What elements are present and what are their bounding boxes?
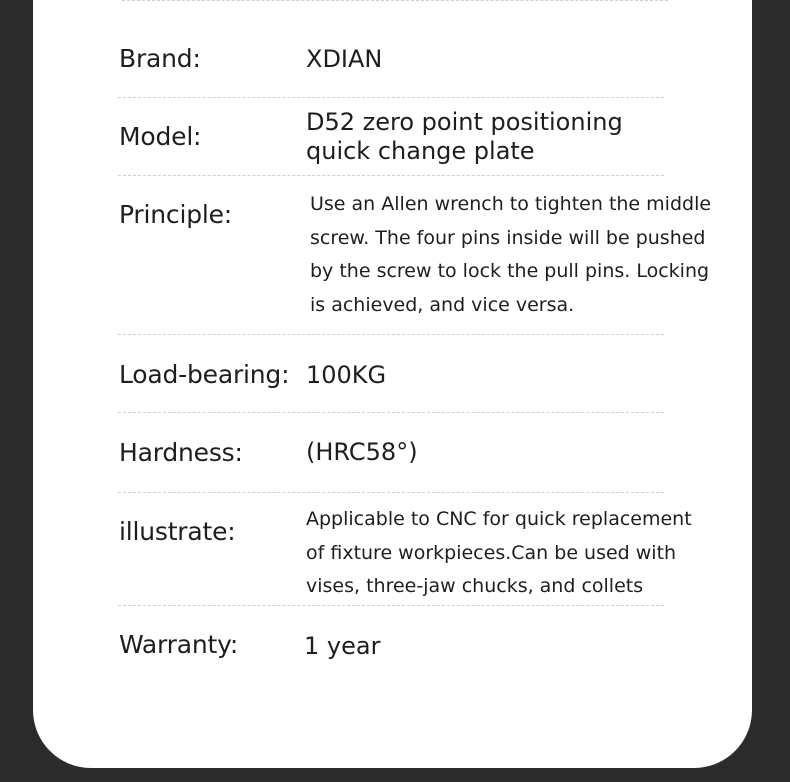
spec-value-brand: XDIAN [306,45,383,73]
spec-value-model: D52 zero point positioning quick change plate [306,108,623,165]
divider [118,492,664,493]
spec-label-load-bearing: Load-bearing: [119,360,290,389]
divider [118,412,664,413]
spec-label-hardness: Hardness: [119,438,243,467]
spec-value-illustrate: Applicable to CNC for quick replacement of fixture workpieces.Can be used with vises, three-jaw chucks, and collets [306,508,692,597]
spec-label-warranty: Warranty: [119,630,239,659]
divider [118,175,664,176]
divider [118,334,664,335]
spec-value-principle: Use an Allen wrench to tighten the middle screw. The four pins inside will be pushed by the screw to lock the pull pins. Locking is achieved, and vice versa. [310,193,712,316]
spec-label-model: Model: [119,122,202,151]
divider [118,605,664,606]
divider [118,97,664,98]
spec-value-hardness: (HRC58°) [306,438,418,466]
spec-value-load-bearing: 100KG [306,361,387,389]
spec-label-illustrate: illustrate: [119,517,236,546]
divider [122,0,668,1]
spec-label-brand: Brand: [119,44,201,73]
spec-label-principle: Principle: [119,200,233,229]
spec-value-warranty: 1 year [304,632,381,660]
